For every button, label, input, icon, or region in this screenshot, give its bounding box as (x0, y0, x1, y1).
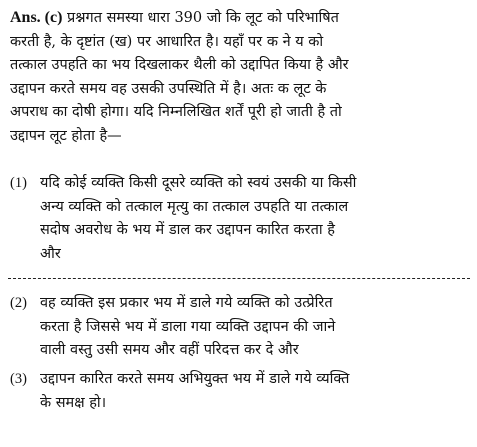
condition-text (40, 172, 472, 266)
intro-line-6: उद्दापन लूट होता है— (10, 127, 122, 144)
intro-line-1-text: प्रश्नगत समस्या धारा 390 जो कि लूट को परिभाषित (67, 10, 339, 26)
answer-intro-paragraph (10, 6, 470, 148)
condition-line: के समक्ष हो। (40, 394, 107, 411)
intro-line-1 (10, 6, 470, 31)
condition-number: (1) (10, 175, 27, 191)
answer-label: Ans. (c) (10, 9, 63, 26)
intro-line-4: उद्दापन करते समय वह उसकी उपस्थिति में है। अतः क लूट के (10, 80, 327, 97)
intro-line-2: करती है, के दृष्टांत (ख) पर आधारित है। यहाँ पर क ने य को (10, 33, 324, 50)
condition-number: (2) (10, 295, 27, 311)
condition-text (40, 368, 472, 415)
intro-line-5: अपराध का दोषी होगा। यदि निम्नलिखित शर्तें पूरी हो जाती है तो (10, 104, 342, 120)
condition-line: वह व्यक्ति इस प्रकार भय में डाले गये व्यक्ति को उत्प्रेरित (40, 295, 333, 311)
page-break-divider (8, 278, 470, 279)
condition-line: करता है जिससे भय में डाला गया व्यक्ति उद्दापन की जाने (40, 318, 336, 335)
condition-line: उद्दापन कारित करते समय अभियुक्त भय में डाले गये व्यक्ति (40, 371, 350, 387)
condition-line: यदि कोई व्यक्ति किसी दूसरे व्यक्ति को स्वयं उसकी या किसी (40, 175, 357, 191)
condition-line: और (40, 245, 61, 262)
condition-text (40, 292, 472, 363)
condition-line: अन्य व्यक्ति को तत्काल मृत्यु का तत्काल उपहति या तत्काल (40, 198, 349, 215)
condition-line: सदोष अवरोध के भय में डाल कर उद्दापन कारित करता है (40, 222, 335, 238)
intro-line-3: तत्काल उपहति का भय दिखलाकर थैली को उद्दापित किया है और (10, 57, 349, 73)
condition-line: वाली वस्तु उसी समय और वहीं परिदत्त कर दे और (40, 342, 299, 358)
condition-number: (3) (10, 371, 27, 387)
